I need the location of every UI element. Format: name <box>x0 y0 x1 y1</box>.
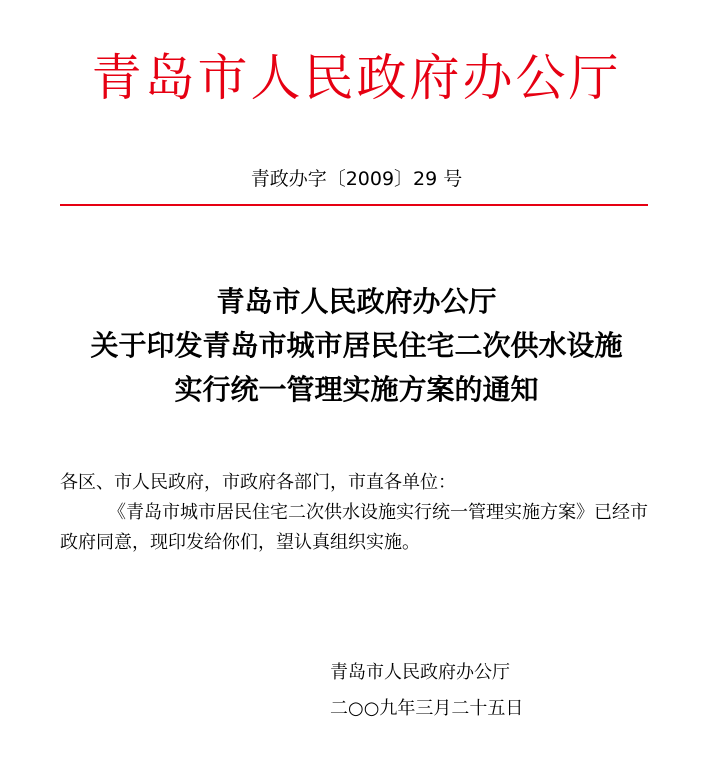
red-divider-line <box>60 204 648 206</box>
signature-organization: 青岛市人民政府办公厅 <box>330 662 510 683</box>
signature-date: 二○○九年三月二十五日 <box>330 698 524 719</box>
title-line-2: 关于印发青岛市城市居民住宅二次供水设施 <box>90 329 623 362</box>
salutation: 各区、市人民政府，市政府各部门，市直各单位： <box>60 472 456 493</box>
body-paragraph: 《青岛市城市居民住宅二次供水设施实行统一管理实施方案》已经市政府同意，现印发给你们，望认真组织实施。 <box>60 502 648 553</box>
signature-block <box>330 658 523 724</box>
notice-title <box>0 280 713 412</box>
document-number: 青政办字〔2009〕29 号 <box>250 168 463 190</box>
notice-body <box>60 468 650 558</box>
title-line-3: 实行统一管理实施方案的通知 <box>174 373 539 406</box>
masthead-title: 青岛市人民政府办公厅 <box>91 49 622 107</box>
title-line-1: 青岛市人民政府办公厅 <box>216 285 497 318</box>
